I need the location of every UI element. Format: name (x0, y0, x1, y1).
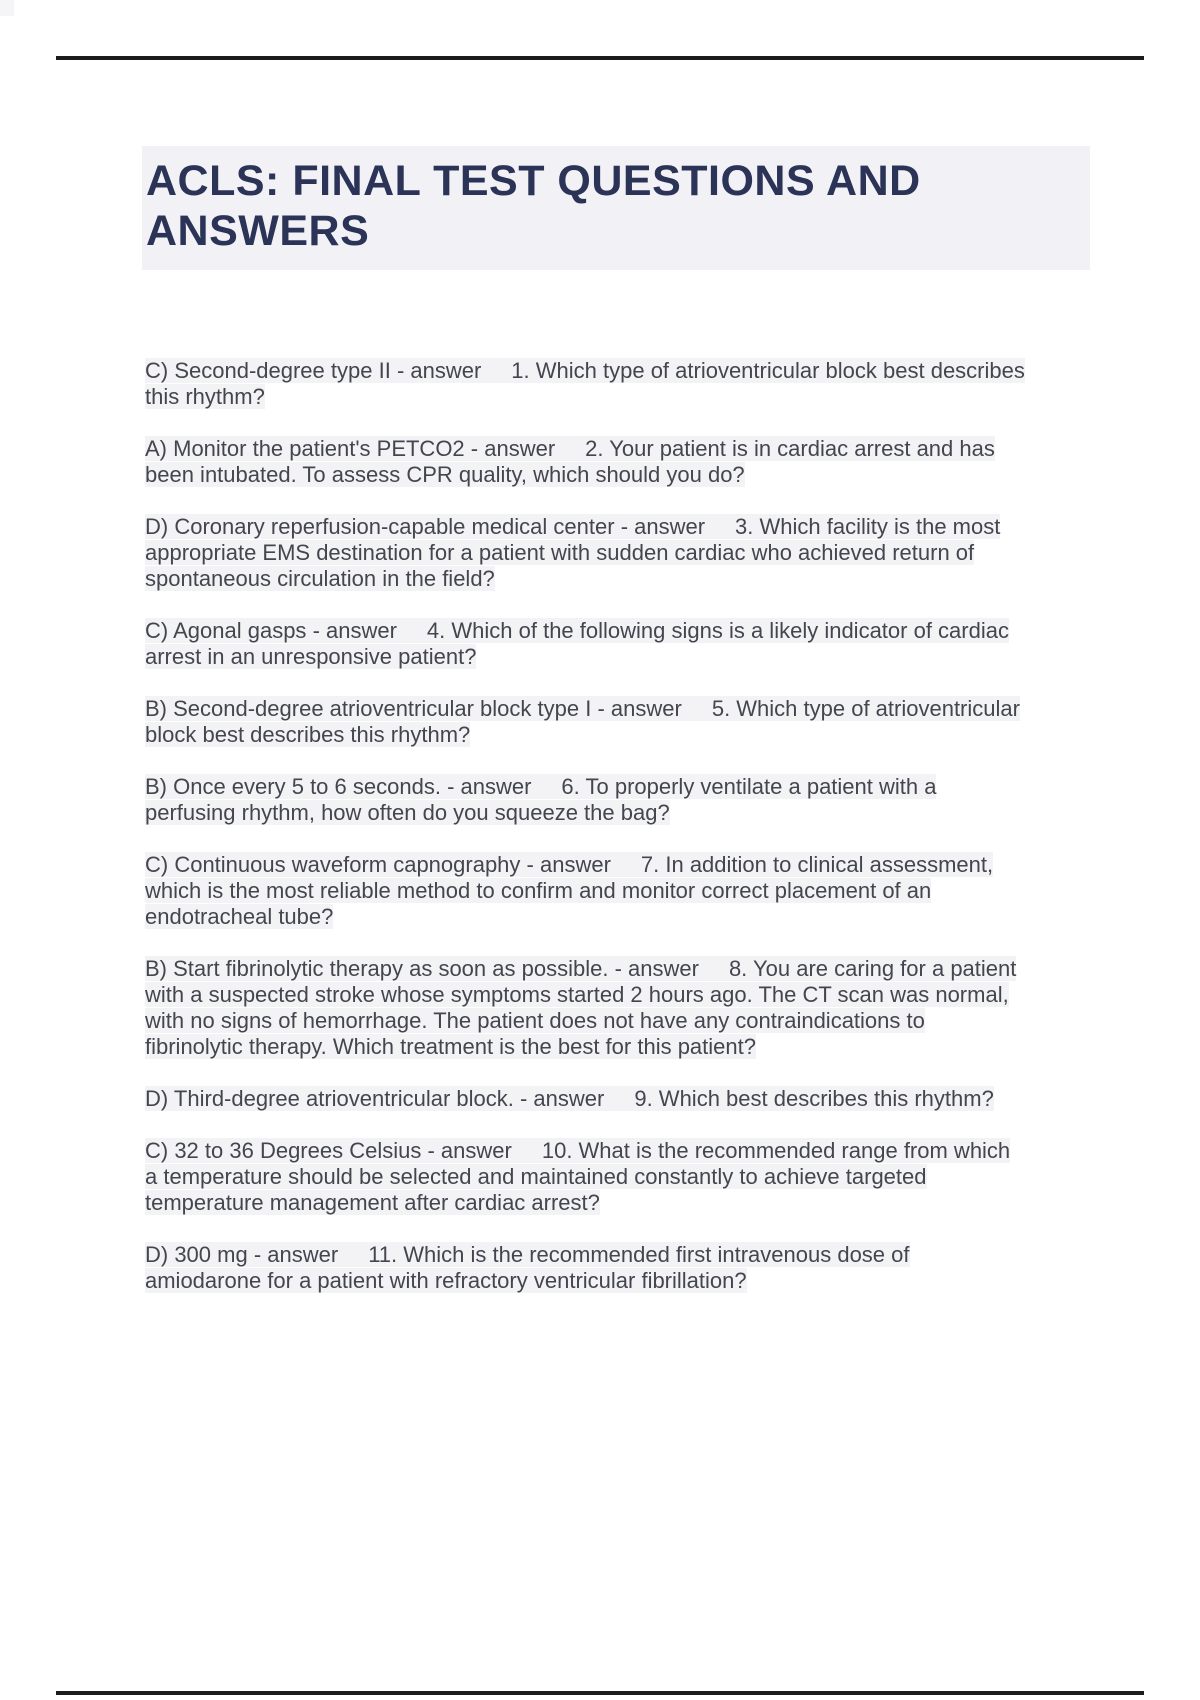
answer-text: C) Second-degree type II (145, 358, 391, 383)
qa-text-highlight (145, 358, 1025, 409)
question-text: 7. In addition to clinical assessment, which is the most reliable method to confirm and monitor correct placement of an endotracheal tube? (145, 852, 994, 929)
qa-item (145, 1086, 1025, 1112)
answer-text: D) Coronary reperfusion-capable medical center (145, 514, 615, 539)
top-rule (56, 56, 1144, 60)
question-text: 8. You are caring for a patient with a suspected stroke whose symptoms started 2 hours ago. The CT scan was normal, with no signs of hemorrhage. The patient does not have any contraindications to fibrinolytic therapy. Which treatment is the best for this patient? (145, 956, 1017, 1059)
qa-item (145, 514, 1025, 592)
qa-text-highlight (145, 956, 1016, 1059)
answer-marker: - answer (312, 618, 397, 643)
title-highlight-block (142, 146, 1090, 270)
bottom-rule (56, 1691, 1144, 1695)
qa-text-highlight (145, 1086, 994, 1111)
answer-marker: - answer (519, 1086, 605, 1111)
qa-item (145, 436, 1025, 488)
question-text: 1. Which type of atrioventricular block best describes this rhythm? (145, 358, 1025, 409)
answer-text: A) Monitor the patient's PETCO2 (145, 436, 465, 461)
question-text: 9. Which best describes this rhythm? (634, 1086, 994, 1111)
answer-marker: - answer (597, 696, 682, 721)
page-title: ACLS: FINAL TEST QUESTIONS AND ANSWERS (146, 157, 921, 255)
answer-marker: - answer (614, 956, 699, 981)
qa-text-highlight (145, 852, 993, 929)
answer-text: D) 300 mg (145, 1242, 248, 1267)
qa-item (145, 696, 1025, 748)
qa-item (145, 1242, 1025, 1294)
qa-item (145, 774, 1025, 826)
qa-text-highlight (145, 1242, 910, 1293)
answer-text: C) Agonal gasps (145, 618, 307, 643)
question-text: 2. Your patient is in cardiac arrest and has been intubated. To assess CPR quality, which should you do? (145, 436, 995, 487)
answer-marker: - answer (427, 1138, 512, 1163)
answer-text: C) Continuous waveform capnography (145, 852, 521, 877)
scan-corner-artifact (0, 0, 14, 16)
qa-text-highlight (145, 436, 995, 487)
answer-marker: - answer (396, 358, 482, 383)
qa-item (145, 956, 1025, 1060)
qa-text-highlight (145, 1138, 1010, 1215)
answer-text: B) Once every 5 to 6 seconds. (145, 774, 441, 799)
question-text: 6. To properly ventilate a patient with a perfusing rhythm, how often do you squeeze the bag? (145, 774, 937, 825)
answer-text: B) Second-degree atrioventricular block type I (145, 696, 592, 721)
qa-list (145, 358, 1025, 1320)
qa-text-highlight (145, 618, 1009, 669)
answer-marker: - answer (253, 1242, 339, 1267)
answer-marker: - answer (620, 514, 706, 539)
qa-text-highlight (145, 514, 1000, 591)
answer-marker: - answer (526, 852, 611, 877)
answer-text: B) Start fibrinolytic therapy as soon as possible. (145, 956, 609, 981)
answer-text: D) Third-degree atrioventricular block. (145, 1086, 514, 1111)
qa-item (145, 1138, 1025, 1216)
qa-item (145, 852, 1025, 930)
qa-text-highlight (145, 774, 936, 825)
answer-marker: - answer (470, 436, 556, 461)
question-text: 10. What is the recommended range from which a temperature should be selected and maintained constantly to achieve targeted temperature management after cardiac arrest? (145, 1138, 1011, 1215)
question-text: 11. Which is the recommended first intravenous dose of amiodarone for a patient with refractory ventricular fibrillation? (145, 1242, 910, 1293)
question-text: 3. Which facility is the most appropriate EMS destination for a patient with sudden cardiac who achieved return of spontaneous circulation in the field? (145, 514, 1001, 591)
answer-text: C) 32 to 36 Degrees Celsius (145, 1138, 422, 1163)
qa-item (145, 358, 1025, 410)
qa-text-highlight (145, 696, 1020, 747)
qa-item (145, 618, 1025, 670)
question-text: 5. Which type of atrioventricular block best describes this rhythm? (145, 696, 1020, 747)
question-text: 4. Which of the following signs is a likely indicator of cardiac arrest in an unresponsive patient? (145, 618, 1009, 669)
answer-marker: - answer (447, 774, 532, 799)
